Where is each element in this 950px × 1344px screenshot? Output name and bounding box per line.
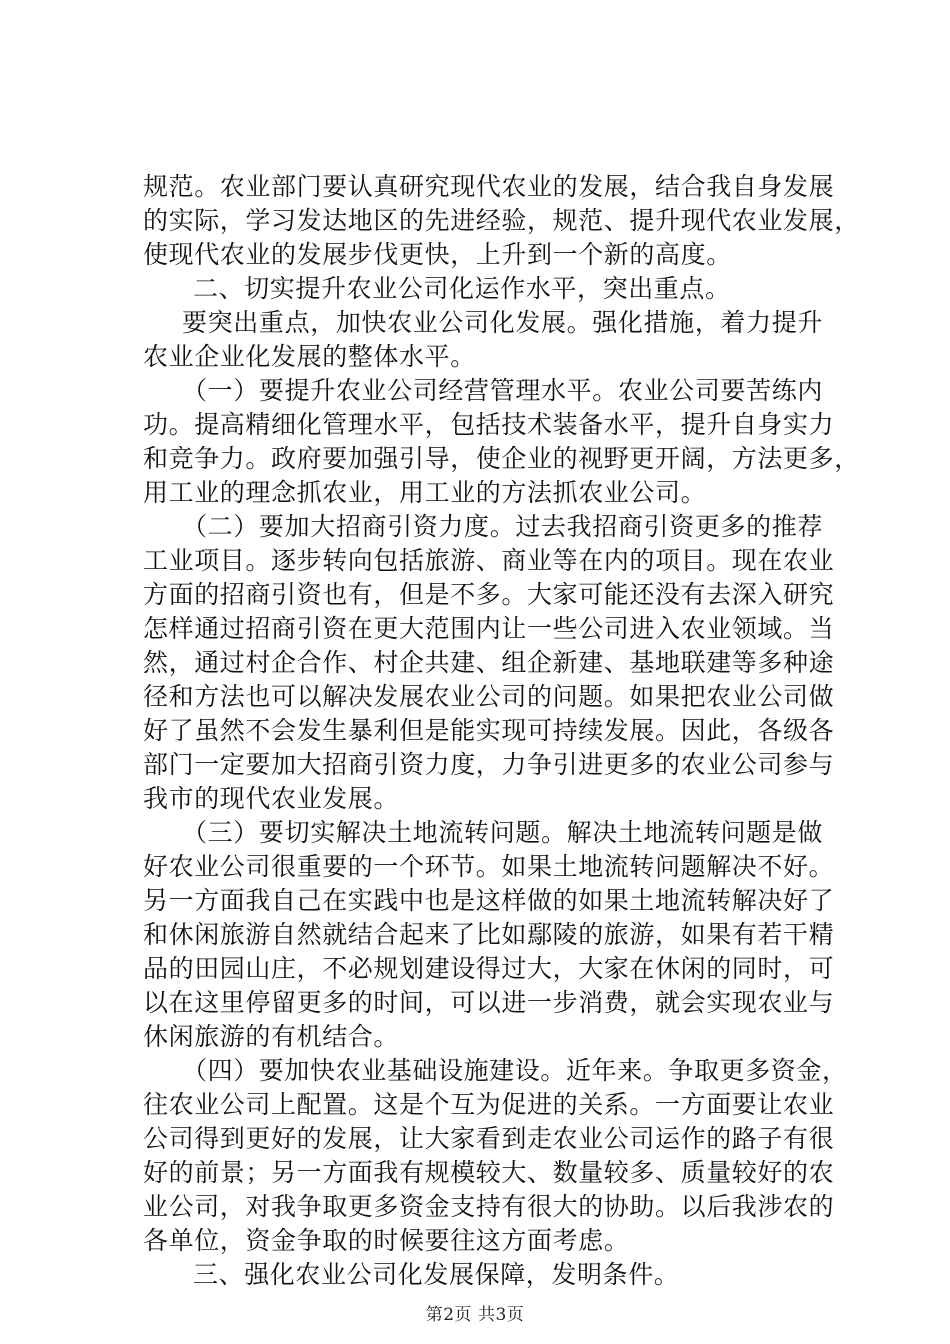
subsection-line: （四）要加快农业基础设施建设。近年来。争取更多资金，: [182, 1056, 848, 1085]
text-line: 要突出重点，加快农业公司化发展。强化措施，着力提升: [182, 308, 823, 337]
text-line: 往农业公司上配置。这是个互为促进的关系。一方面要让农业: [143, 1090, 835, 1119]
text-line: 使现代农业的发展步伐更快，上升到一个新的高度。: [143, 240, 732, 269]
text-line: 好的前景；另一方面我有规模较大、数量较多、质量较好的农: [143, 1158, 835, 1187]
text-line: 各单位，资金争取的时候要往这方面考虑。: [143, 1226, 630, 1255]
subsection-line: （一）要提升农业公司经营管理水平。农业公司要苦练内: [182, 376, 823, 405]
subsection-line: （三）要切实解决土地流转问题。解决土地流转问题是做: [182, 818, 823, 847]
text-line: 方面的招商引资也有，但是不多。大家可能还没有去深入研究: [143, 580, 835, 609]
text-line: 公司得到更好的发展，让大家看到走农业公司运作的路子有很: [143, 1124, 835, 1153]
text-line: 和休闲旅游自然就结合起来了比如鄢陵的旅游，如果有若干精: [143, 920, 835, 949]
text-line: 部门一定要加大招商引资力度，力争引进更多的农业公司参与: [143, 750, 835, 779]
section-heading: 三、强化农业公司化发展保障，发明条件。: [193, 1260, 680, 1289]
text-line: 径和方法也可以解决发展农业公司的问题。如果把农业公司做: [143, 682, 835, 711]
text-line: 业公司，对我争取更多资金支持有很大的协助。以后我涉农的: [143, 1192, 835, 1221]
text-line: 好农业公司很重要的一个环节。如果土地流转问题解决不好。: [143, 852, 835, 881]
text-line: 我市的现代农业发展。: [143, 784, 400, 813]
text-line: 好了虽然不会发生暴利但是能实现可持续发展。因此，各级各: [143, 716, 835, 745]
section-heading: 二、切实提升农业公司化运作水平，突出重点。: [193, 274, 731, 303]
text-line: 的实际，学习发达地区的先进经验，规范、提升现代农业发展，: [143, 206, 860, 235]
text-line: 和竞争力。政府要加强引导，使企业的视野更开阔，方法更多，: [143, 444, 860, 473]
subsection-line: （二）要加大招商引资力度。过去我招商引资更多的推荐: [182, 512, 823, 541]
page-footer: 第2页 共3页: [425, 1305, 525, 1325]
text-line: 休闲旅游的有机结合。: [143, 1022, 400, 1051]
text-line: 以在这里停留更多的时间，可以进一步消费，就会实现农业与: [143, 988, 835, 1017]
text-line: 然，通过村企合作、村企共建、组企新建、基地联建等多种途: [143, 648, 835, 677]
text-line: 工业项目。逐步转向包括旅游、商业等在内的项目。现在农业: [143, 546, 835, 575]
text-line: 怎样通过招商引资在更大范围内让一些公司进入农业领域。当: [143, 614, 835, 643]
text-line: 规范。农业部门要认真研究现代农业的发展，结合我自身发展: [143, 172, 835, 201]
text-line: 另一方面我自己在实践中也是这样做的如果土地流转解决好了: [143, 886, 835, 915]
text-line: 功。提高精细化管理水平，包括技术装备水平，提升自身实力: [143, 410, 835, 439]
text-line: 用工业的理念抓农业，用工业的方法抓农业公司。: [143, 478, 707, 507]
text-line: 农业企业化发展的整体水平。: [143, 342, 476, 371]
text-line: 品的田园山庄，不必规划建设得过大，大家在休闲的同时，可: [143, 954, 835, 983]
